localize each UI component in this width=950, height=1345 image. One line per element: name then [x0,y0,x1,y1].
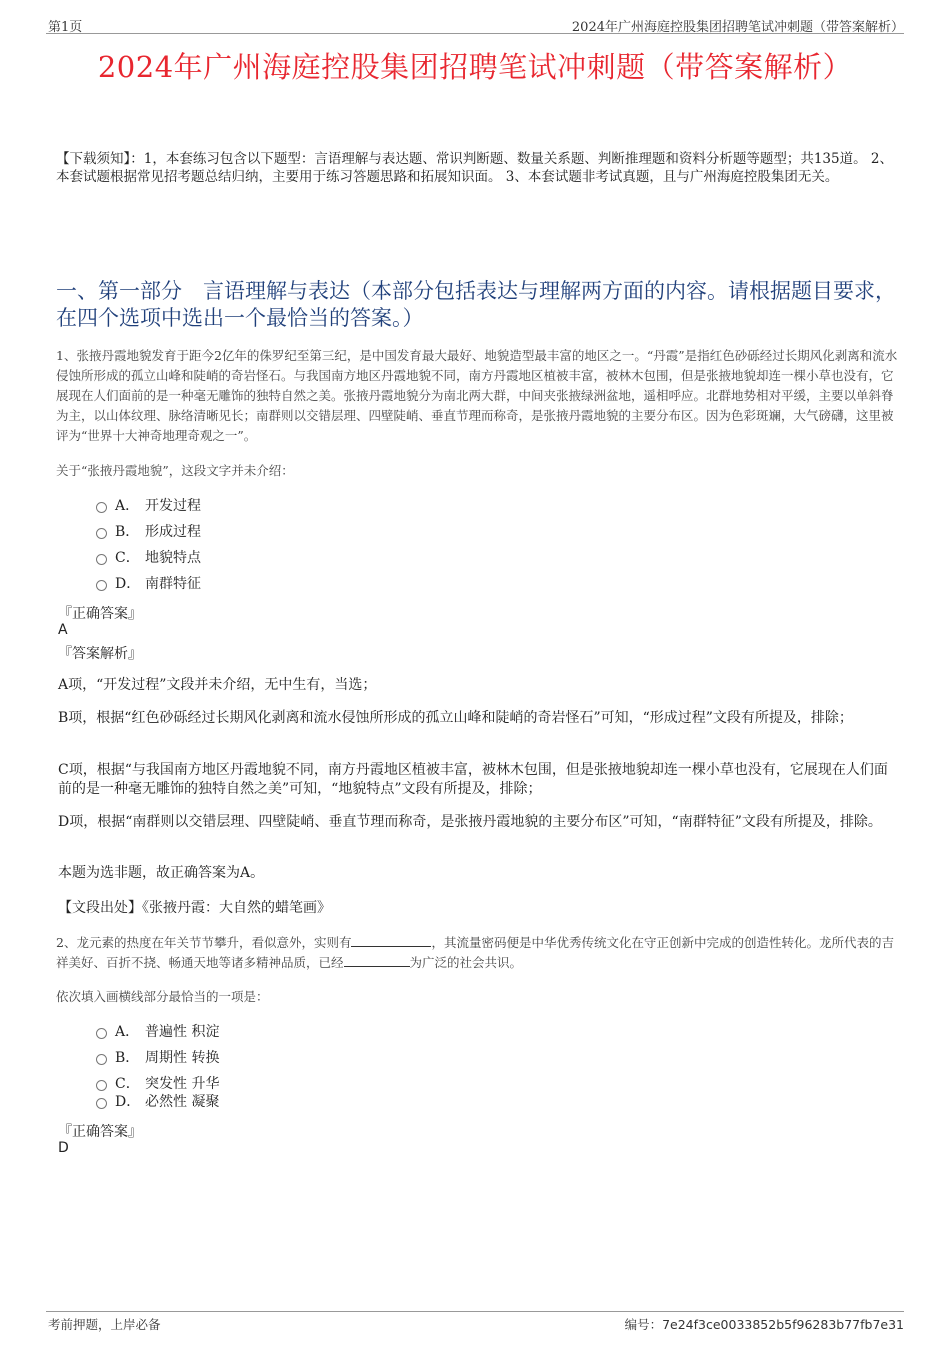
radio-icon[interactable] [96,1098,107,1109]
radio-icon[interactable] [96,1054,107,1065]
question-1-option-b[interactable]: B． 形成过程 [96,522,201,542]
fill-blank-2 [344,954,410,967]
download-notice: 【下载须知】：1，本套练习包含以下题型：言语理解与表达题、常识判断题、数量关系题、判断推理题和资料分析题等题型；共135道。 2、本套试题根据常见招考题总结归纳，主要用于练习答题思路和拓展知识面。 3、本套试题非考试真题，且与广州海庭控股集团无关。 [56,151,893,185]
question-1-prompt: 关于“张掖丹霞地貌”，这段文字并未介绍： [56,463,294,478]
header-doc-title: 2024年广州海庭控股集团招聘笔试冲刺题（带答案解析） [571,20,904,35]
question-1-option-c[interactable]: C． 地貌特点 [96,548,201,568]
question-1-analysis-label: 『答案解析』 [58,646,142,662]
page-title: 2024年广州海庭控股集团招聘笔试冲刺题（带答案解析） [97,50,853,84]
radio-icon[interactable] [96,502,107,513]
analysis-line: D项，根据“南群则以交错层理、四壁陡峭、垂直节理而称奇，是张掖丹霞地貌的主要分布区”可知，“南群特征”文段有所提及，排除。 [58,814,882,830]
footer-slogan: 考前押题，上岸必备 [48,1317,161,1332]
question-1-option-d[interactable]: D． 南群特征 [96,574,201,594]
question-2-passage: 2、龙元素的热度在年关节节攀升，看似意外，实则有 ，其流量密码便是中华优秀传统文化在守正创新中完成的创造性转化。龙所代表的吉祥美好、百折不挠、畅通天地等诸多精神品质，已经 为广泛的社会共识。 [56,935,894,970]
question-1-option-a[interactable]: A． 开发过程 [96,496,201,516]
radio-icon[interactable] [96,1080,107,1091]
radio-icon[interactable] [96,554,107,565]
analysis-line: A项，“开发过程”文段并未介绍，无中生有，当选； [58,677,377,693]
header-divider [46,33,904,34]
radio-icon[interactable] [96,1028,107,1039]
question-2-option-c[interactable]: C． 突发性 升华 [96,1074,219,1094]
section-heading: 一、第一部分 言语理解与表达（本部分包括表达与理解两方面的内容。请根据题目要求，在四个选项中选出一个最恰当的答案。） [56,279,896,330]
radio-icon[interactable] [96,528,107,539]
analysis-line: 本题为选非题，故正确答案为A。 [58,865,265,881]
question-2-option-a[interactable]: A． 普遍性 积淀 [96,1022,219,1042]
footer-code: 编号：7e24f3ce0033852b5f96283b77fb7e31 [624,1317,904,1332]
question-2-option-d[interactable]: D． 必然性 凝聚 [96,1092,219,1112]
radio-icon[interactable] [96,580,107,591]
question-2-answer: D [58,1140,69,1156]
page-number: 第1页 [48,20,83,35]
question-1-passage: 1、张掖丹霞地貌发育于距今2亿年的侏罗纪至第三纪，是中国发育最大最好、地貌造型最丰富的地区之一。“丹霞”是指红色砂砾经过长期风化剥离和流水侵蚀所形成的孤立山峰和陡峭的奇岩怪石。与我国南方地区丹霞地貌不同，南方丹霞地区植被丰富，被林木包围，但是张掖地貌却连一棵小草也没有，它展现在人们面前的是一种毫无雕饰的独特自然之美。张掖丹霞地貌分为南北两大群，中间夹张掖绿洲盆地，遥相呼应。北群地势相对平缓，主要以单斜脊为主，以山体纹理、脉络清晰见长；南群则以交错层理、四壁陡峭、垂直节理而称奇，是张掖丹霞地貌的主要分布区。因为色彩斑斓，大气磅礴，这里被评为“世界十大神奇地理奇观之一”。 [56,348,898,443]
question-1-source: 【文段出处】《张掖丹霞：大自然的蜡笔画》 [58,900,331,916]
question-1-answer: A [58,622,68,638]
question-2-answer-label: 『正确答案』 [58,1124,142,1140]
analysis-line: C项，根据“与我国南方地区丹霞地貌不同，南方丹霞地区植被丰富，被林木包围，但是张掖地貌却连一棵小草也没有，它展现在人们面前的是一种毫无雕饰的独特自然之美”可知，“地貌特点”文段有所提及，排除； [58,762,888,797]
fill-blank-1 [351,934,431,947]
question-2-option-b[interactable]: B． 周期性 转换 [96,1048,219,1068]
question-2-prompt: 依次填入画横线部分最恰当的一项是： [56,989,269,1004]
question-1-answer-label: 『正确答案』 [58,606,142,622]
analysis-line: B项，根据“红色砂砾经过长期风化剥离和流水侵蚀所形成的孤立山峰和陡峭的奇岩怪石”可知，“形成过程”文段有所提及，排除； [58,710,853,726]
footer-divider [46,1311,904,1312]
